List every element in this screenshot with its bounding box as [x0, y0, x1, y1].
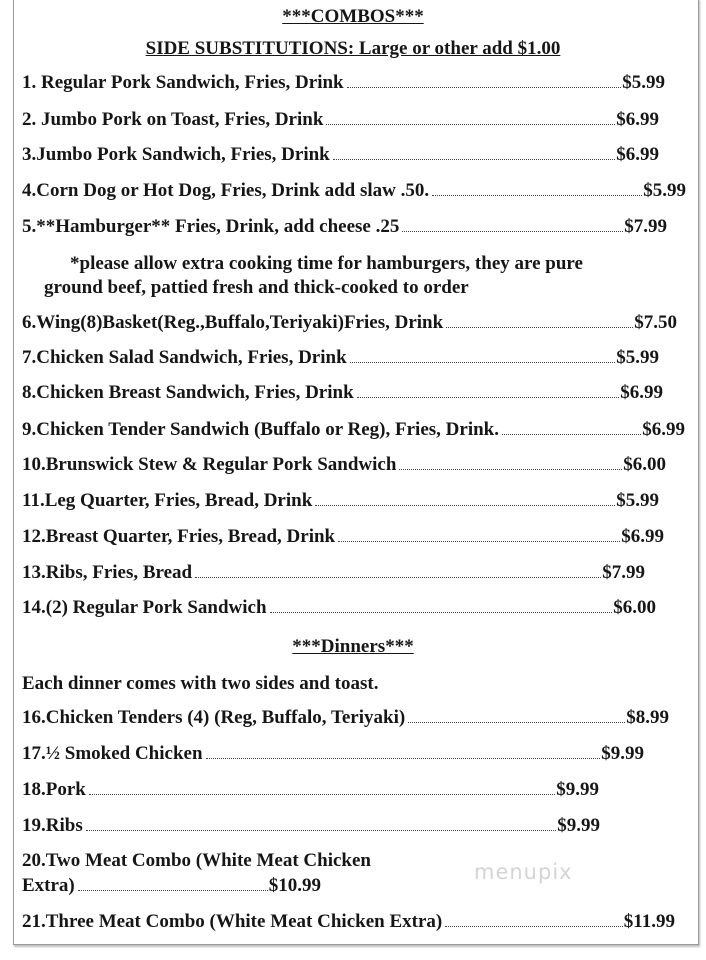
menu-item — [22, 178, 686, 204]
menu-item — [22, 488, 659, 514]
dot-leader — [357, 397, 620, 398]
item-price: $11.99 — [623, 911, 675, 932]
menu-item-first-line — [22, 848, 371, 874]
menu-item — [22, 345, 659, 371]
side-substitutions-text: SIDE SUBSTITUTIONS: Large or other add $1.00 — [145, 38, 561, 59]
menu-item — [22, 310, 677, 336]
item-price: $10.99 — [268, 875, 321, 896]
menu-item — [22, 560, 645, 586]
menu-item — [22, 70, 665, 96]
menu-item — [22, 741, 644, 767]
item-label: 7.Chicken Salad Sandwich, Fries, Drink — [22, 347, 347, 368]
side-substitutions — [0, 36, 706, 62]
item-label: 12.Breast Quarter, Fries, Bread, Drink — [22, 526, 336, 547]
menu-item — [22, 524, 664, 550]
menupix-watermark: menupix — [474, 860, 573, 884]
dot-leader — [350, 362, 616, 363]
note-line-1: *please allow extra cooking time for hamburgers, they are pure — [70, 253, 583, 274]
dinners-title-text: ***Dinners*** — [292, 636, 414, 657]
combos-title-text: ***COMBOS*** — [282, 6, 424, 27]
dot-leader — [78, 890, 268, 891]
item-label: 3.Jumbo Pork Sandwich, Fries, Drink — [22, 144, 330, 165]
item-price: $5.99 — [616, 490, 659, 511]
menu-item — [22, 909, 675, 935]
dot-leader — [89, 794, 555, 795]
item-price: $6.99 — [620, 382, 663, 403]
note-line-2: ground beef, pattied fresh and thick-cooked to order — [44, 277, 469, 298]
item-label: 14.(2) Regular Pork Sandwich — [22, 597, 267, 618]
menu-item — [22, 705, 669, 731]
item-label: 1. Regular Pork Sandwich, Fries, Drink — [22, 72, 344, 93]
item-label: 4.Corn Dog or Hot Dog, Fries, Drink add slaw .50. — [22, 180, 430, 201]
item-price: $6.00 — [623, 454, 666, 475]
dot-leader — [408, 722, 625, 723]
menu-item — [22, 380, 663, 406]
item-price: $7.50 — [634, 312, 677, 333]
item-label: 8.Chicken Breast Sandwich, Fries, Drink — [22, 382, 354, 403]
dot-leader — [432, 195, 642, 196]
menu-item — [22, 142, 659, 168]
dot-leader — [502, 434, 641, 435]
dot-leader — [86, 830, 557, 831]
item-price: $5.99 — [643, 180, 686, 201]
item-price: $9.99 — [601, 743, 644, 764]
item-price: $9.99 — [557, 815, 600, 836]
dot-leader — [315, 505, 615, 506]
dot-leader — [338, 541, 620, 542]
menu-item — [22, 452, 666, 478]
item-price: $6.99 — [616, 109, 659, 130]
item-price: $8.99 — [626, 707, 669, 728]
hamburger-note — [44, 252, 704, 300]
dot-leader — [270, 612, 613, 613]
item-label: 21.Three Meat Combo (White Meat Chicken Extra) — [22, 911, 443, 932]
dot-leader — [195, 577, 601, 578]
item-label: 2. Jumbo Pork on Toast, Fries, Drink — [22, 109, 324, 130]
combos-title — [0, 4, 706, 30]
item-price: $6.00 — [613, 597, 656, 618]
item-price: $6.99 — [616, 144, 659, 165]
menu-item — [22, 417, 685, 443]
dot-leader — [446, 327, 633, 328]
item-label: 13.Ribs, Fries, Bread — [22, 562, 193, 583]
menu-item — [22, 595, 656, 621]
item-label: 11.Leg Quarter, Fries, Bread, Drink — [22, 490, 313, 511]
item-label: 10.Brunswick Stew & Regular Pork Sandwich — [22, 454, 397, 475]
item-price: $5.99 — [616, 347, 659, 368]
item-label: 9.Chicken Tender Sandwich (Buffalo or Reg), Fries, Drink. — [22, 419, 499, 440]
item-price: $6.99 — [642, 419, 685, 440]
item-price: $5.99 — [622, 72, 665, 93]
menu-item — [22, 214, 667, 240]
dinners-intro-text: Each dinner comes with two sides and toast. — [22, 673, 379, 694]
item-label: 20.Two Meat Combo (White Meat Chicken — [22, 850, 371, 871]
dot-leader — [399, 469, 622, 470]
menu-item — [22, 777, 599, 803]
dot-leader — [206, 758, 601, 759]
dot-leader — [326, 124, 615, 125]
dot-leader — [333, 159, 616, 160]
item-label: 18.Pork — [22, 779, 86, 800]
menu-item — [22, 107, 659, 133]
item-price: $7.99 — [602, 562, 645, 583]
dinners-intro — [22, 671, 378, 697]
dinners-title — [0, 634, 706, 660]
item-price: $9.99 — [556, 779, 599, 800]
item-label: Extra) — [22, 875, 75, 896]
item-label: 6.Wing(8)Basket(Reg.,Buffalo,Teriyaki)Fries, Drink — [22, 312, 444, 333]
dot-leader — [402, 231, 623, 232]
dot-leader — [347, 87, 622, 88]
item-label: 16.Chicken Tenders (4) (Reg, Buffalo, Teriyaki) — [22, 707, 406, 728]
menu-item — [22, 873, 321, 899]
menu-item — [22, 813, 600, 839]
item-price: $7.99 — [624, 216, 667, 237]
item-label: 19.Ribs — [22, 815, 83, 836]
dot-leader — [445, 926, 623, 927]
item-label: 17.½ Smoked Chicken — [22, 743, 203, 764]
item-label: 5.**Hamburger** Fries, Drink, add cheese .25 — [22, 216, 400, 237]
item-price: $6.99 — [621, 526, 664, 547]
